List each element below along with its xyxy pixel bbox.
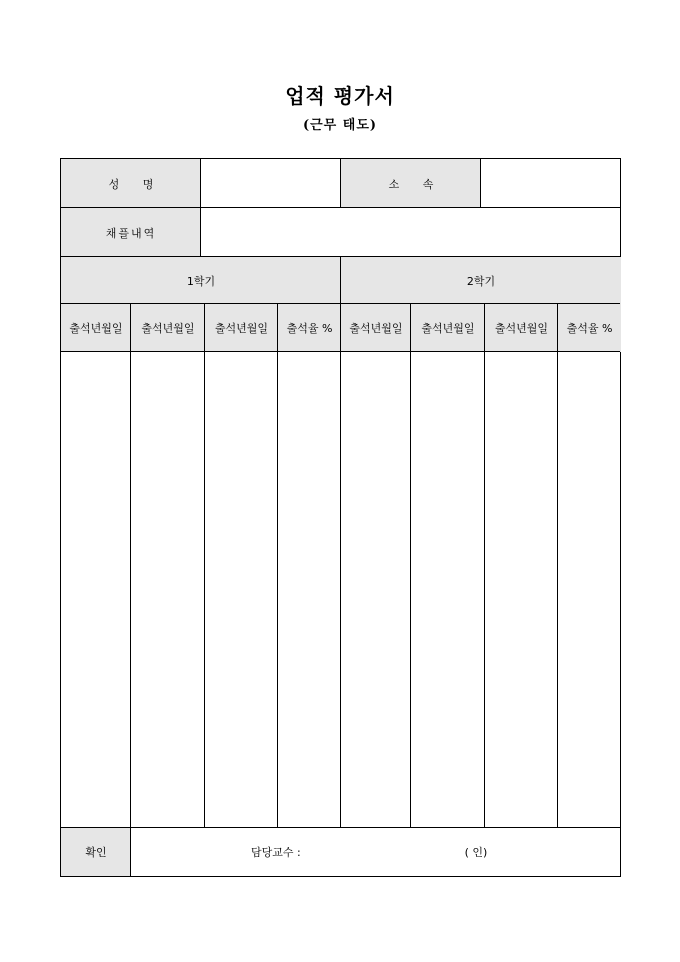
column-header: 출석년월일 xyxy=(61,304,131,352)
document-subtitle: (근무 태도) xyxy=(302,118,378,133)
semester1-header: 1학기 xyxy=(61,257,341,304)
professor-label: 담당교수 : xyxy=(251,846,301,859)
entry-cell[interactable] xyxy=(558,352,621,828)
column-divider xyxy=(480,159,481,207)
name-label: 성 명 xyxy=(61,159,201,208)
professor-signature-field[interactable] xyxy=(351,828,451,876)
seal-label: ( 인) xyxy=(464,846,488,859)
semester2-header: 2학기 xyxy=(341,257,621,304)
confirm-label: 확인 xyxy=(61,828,131,876)
chapel-record-label: 채플내역 xyxy=(61,208,201,257)
column-divider xyxy=(204,303,205,828)
entry-cell[interactable] xyxy=(278,352,341,828)
entry-cell[interactable] xyxy=(411,352,485,828)
column-divider xyxy=(130,303,131,876)
document-title: 업적 평가서 xyxy=(285,84,395,108)
column-divider xyxy=(200,159,201,256)
affiliation-field[interactable] xyxy=(481,159,621,208)
column-header: 출석년월일 xyxy=(411,304,485,352)
column-divider xyxy=(410,303,411,828)
column-divider xyxy=(484,303,485,828)
column-header: 출석율 % xyxy=(558,304,621,352)
name-field[interactable] xyxy=(201,159,341,208)
column-header: 출석년월일 xyxy=(485,304,558,352)
column-header: 출석율 % xyxy=(278,304,341,352)
column-divider xyxy=(557,303,558,828)
column-header: 출석년월일 xyxy=(131,304,205,352)
column-divider xyxy=(340,159,341,207)
entry-cell[interactable] xyxy=(485,352,558,828)
affiliation-label: 소 속 xyxy=(341,159,481,208)
column-divider xyxy=(277,303,278,828)
row-divider xyxy=(61,207,620,208)
entry-cell[interactable] xyxy=(341,352,411,828)
column-header: 출석년월일 xyxy=(341,304,411,352)
entry-cell[interactable] xyxy=(61,352,131,828)
entry-cell[interactable] xyxy=(131,352,205,828)
chapel-record-field[interactable] xyxy=(201,208,621,257)
column-header: 출석년월일 xyxy=(205,304,278,352)
entry-cell[interactable] xyxy=(205,352,278,828)
column-divider xyxy=(340,256,341,828)
evaluation-form xyxy=(60,158,621,877)
